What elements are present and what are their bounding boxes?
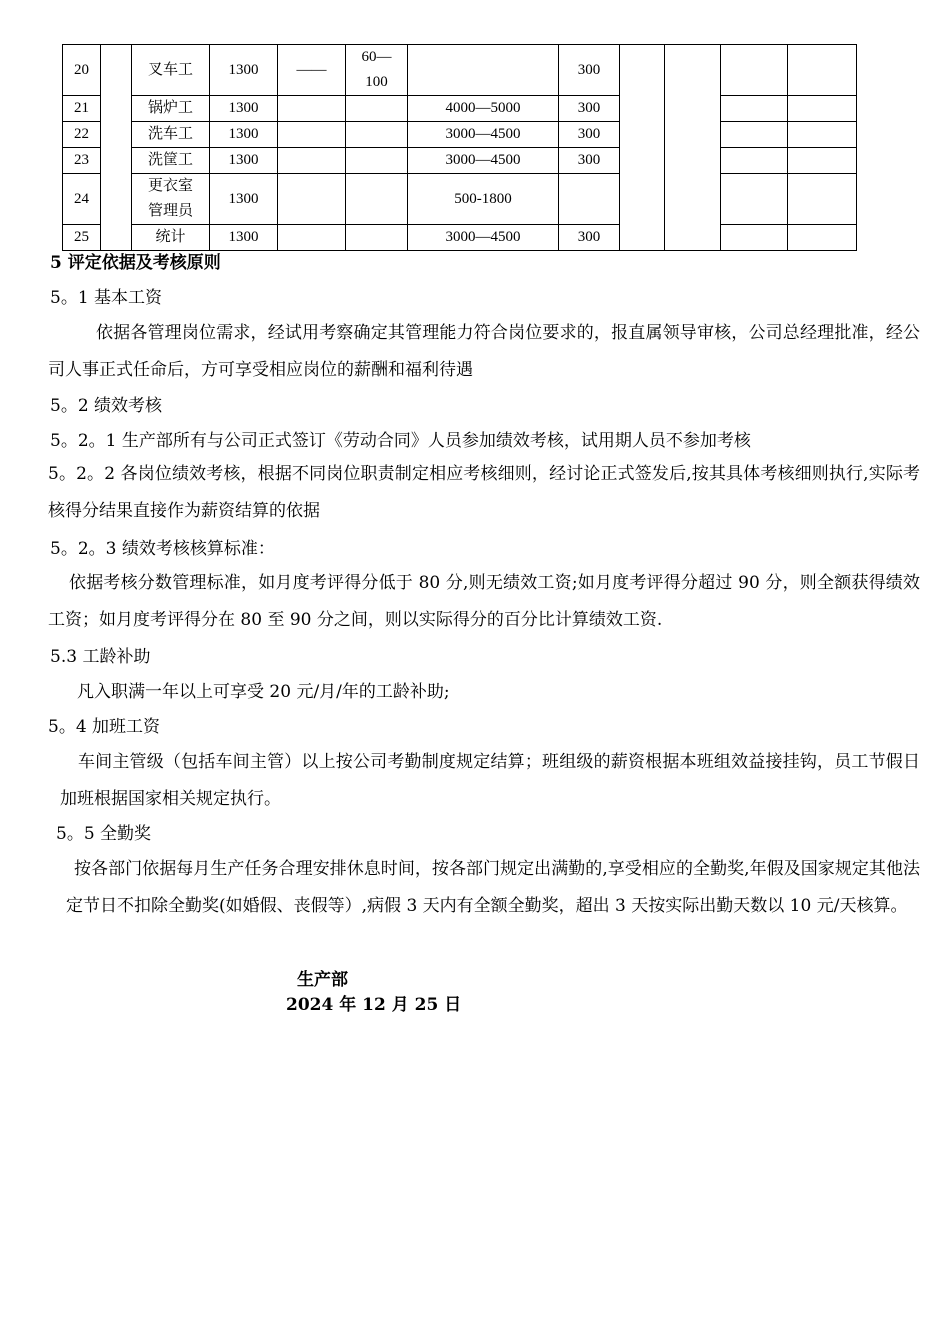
heading-5-5: 5。5 全勤奖 bbox=[56, 824, 152, 844]
salary-table bbox=[62, 44, 857, 251]
cell-post: 统计 bbox=[132, 225, 210, 251]
cell-c7: 300 bbox=[559, 225, 620, 251]
paragraph-5-2-2: 5。2。2 各岗位绩效考核，根据不同岗位职责制定相应考核细则，经讨论正式签发后,按其具体考核细则执行,实际考核得分结果直接作为薪资结算的依据 bbox=[48, 464, 920, 521]
cell-base: 1300 bbox=[210, 148, 278, 174]
cell-empty bbox=[721, 148, 788, 174]
cell-c5 bbox=[346, 174, 408, 225]
paragraph-5-4: 车间主管级（包括车间主管）以上按公司考勤制度规定结算；班组级的薪资根据本班组效益接挂钩，员工节假日加班根据国家相关规定执行。 bbox=[60, 752, 920, 809]
cell-no: 23 bbox=[63, 148, 101, 174]
cell-c5 bbox=[346, 148, 408, 174]
cell-no: 22 bbox=[63, 122, 101, 148]
paragraph-5-1: 依据各管理岗位需求，经试用考察确定其管理能力符合岗位要求的，报直属领导审核，公司总经理批准，经公司人事正式任命后，方可享受相应岗位的薪酬和福利待遇 bbox=[48, 323, 920, 380]
cell-c5-text: 60—100 bbox=[361, 49, 392, 90]
paragraph-5-3: 凡入职满一年以上可享受 20 元/月/年的工龄补助; bbox=[77, 682, 450, 702]
cell-post: 洗筐工 bbox=[132, 148, 210, 174]
cell-no: 24 bbox=[63, 174, 101, 225]
cell-c5 bbox=[346, 122, 408, 148]
merged-cell bbox=[620, 45, 665, 251]
table-row bbox=[63, 225, 857, 251]
cell-empty bbox=[788, 96, 857, 122]
heading-5-1: 5。1 基本工资 bbox=[50, 288, 163, 308]
cell-base: 1300 bbox=[210, 122, 278, 148]
cell-c6: 3000—4500 bbox=[408, 148, 559, 174]
cell-post: 洗车工 bbox=[132, 122, 210, 148]
cell-c6: 4000—5000 bbox=[408, 96, 559, 122]
cell-c4 bbox=[278, 225, 346, 251]
heading-5-4: 5。4 加班工资 bbox=[48, 717, 161, 737]
heading-5-2: 5。2 绩效考核 bbox=[50, 396, 163, 416]
cell-c7 bbox=[559, 174, 620, 225]
cell-c7: 300 bbox=[559, 45, 620, 96]
cell-base: 1300 bbox=[210, 45, 278, 96]
cell-empty bbox=[788, 225, 857, 251]
cell-post bbox=[132, 174, 210, 225]
cell-c7: 300 bbox=[559, 148, 620, 174]
cell-post: 叉车工 bbox=[132, 45, 210, 96]
cell-empty bbox=[788, 122, 857, 148]
merged-cell bbox=[101, 45, 132, 251]
table-row bbox=[63, 148, 857, 174]
heading-5-2-3: 5。2。3 绩效考核核算标准： bbox=[50, 539, 275, 559]
cell-empty bbox=[788, 148, 857, 174]
cell-empty bbox=[788, 45, 857, 96]
cell-base: 1300 bbox=[210, 225, 278, 251]
table-row bbox=[63, 96, 857, 122]
table-row bbox=[63, 45, 857, 96]
signature-department: 生产部 bbox=[297, 970, 348, 990]
cell-post: 锅炉工 bbox=[132, 96, 210, 122]
cell-empty bbox=[721, 96, 788, 122]
cell-empty bbox=[721, 45, 788, 96]
cell-c6: 500-1800 bbox=[408, 174, 559, 225]
cell-empty bbox=[721, 122, 788, 148]
cell-no: 21 bbox=[63, 96, 101, 122]
cell-c7: 300 bbox=[559, 122, 620, 148]
cell-empty bbox=[788, 174, 857, 225]
cell-c4 bbox=[278, 174, 346, 225]
cell-empty bbox=[721, 225, 788, 251]
cell-c6 bbox=[408, 45, 559, 96]
paragraph-5-2-1: 5。2。1 生产部所有与公司正式签订《劳动合同》人员参加绩效考核，试用期人员不参加考核 bbox=[50, 431, 751, 451]
paragraph-5-2-3: 依据考核分数管理标准，如月度考评得分低于 80 分,则无绩效工资;如月度考评得分超过 90 分，则全额获得绩效工资；如月度考评得分在 80 至 90 分之间，则以实际得分的百分比计算绩效工资. bbox=[48, 573, 920, 630]
heading-5-3: 5.3 工龄补助 bbox=[50, 647, 151, 667]
cell-c6: 3000—4500 bbox=[408, 225, 559, 251]
cell-c4 bbox=[278, 96, 346, 122]
table-row bbox=[63, 174, 857, 225]
table-row bbox=[63, 122, 857, 148]
cell-c4 bbox=[278, 122, 346, 148]
cell-c4 bbox=[278, 148, 346, 174]
cell-no: 25 bbox=[63, 225, 101, 251]
cell-c5 bbox=[346, 45, 408, 96]
cell-c7: 300 bbox=[559, 96, 620, 122]
cell-c5 bbox=[346, 96, 408, 122]
signature-date: 2024 年 12 月 25 日 bbox=[286, 995, 462, 1015]
cell-base: 1300 bbox=[210, 96, 278, 122]
cell-post-text: 更衣室管理员 bbox=[147, 178, 193, 219]
paragraph-5-5: 按各部门依据每月生产任务合理安排休息时间，按各部门规定出满勤的,享受相应的全勤奖,年假及国家规定其他法定节日不扣除全勤奖(如婚假、丧假等）,病假 3 天内有全额全勤奖，超出 3 天按实际出勤天数以 10 元/天核算。 bbox=[66, 859, 920, 916]
cell-c4: —— bbox=[278, 45, 346, 96]
merged-cell bbox=[665, 45, 721, 251]
cell-base: 1300 bbox=[210, 174, 278, 225]
section-heading-5: 5 评定依据及考核原则 bbox=[50, 253, 221, 273]
cell-c6: 3000—4500 bbox=[408, 122, 559, 148]
cell-no: 20 bbox=[63, 45, 101, 96]
cell-c5 bbox=[346, 225, 408, 251]
cell-empty bbox=[721, 174, 788, 225]
